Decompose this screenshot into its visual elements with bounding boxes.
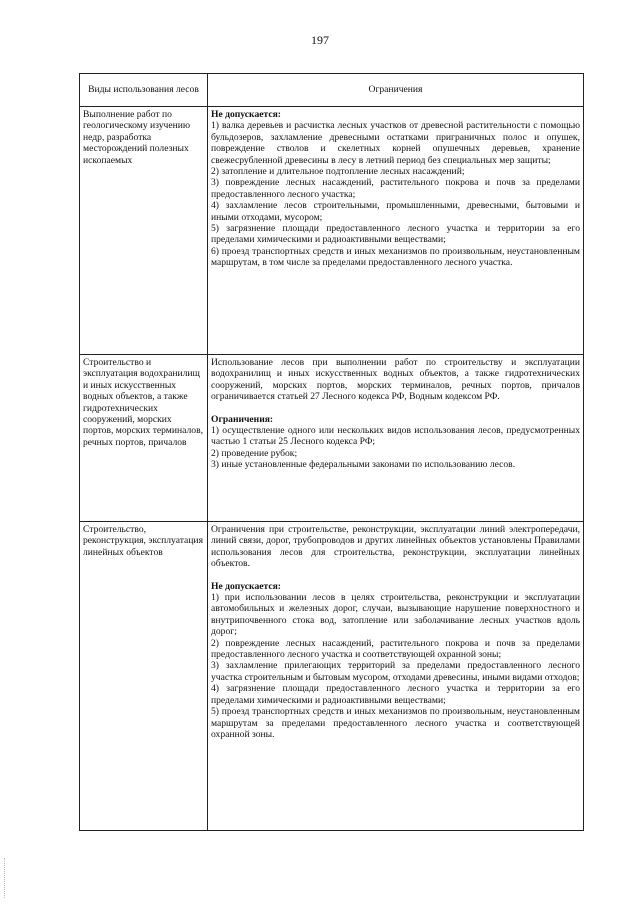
row-3-item-3: 3) захламление прилегающих территорий за пределами предоставленного лесного участка строительным и бытовым мусором, отходами древесины, иными видами отходов; bbox=[211, 660, 580, 683]
row-3-item-2: 2) повреждение лесных насаждений, растительного покрова и почв за пределами предоставленного лесного участка и соответствующей охранной зоны; bbox=[211, 637, 580, 661]
page-number: 197 bbox=[311, 33, 329, 47]
row-2-use: Строительство и эксплуатация водохранилищ и иных искусственных водных объектов, а также гидротехнических сооружений, морских портов, морских терминалов, речных портов, причалов bbox=[80, 355, 208, 522]
row-3-item-5: 5) проезд транспортных средств и иных механизмов по произвольным, неустановленным маршрутам за пределами предоставленного лесного участка и соответствующей охранной зоны. bbox=[211, 706, 580, 740]
row-1-use: Выполнение работ по геологическому изучению недр, разработка месторождений полезных ископаемых bbox=[80, 107, 208, 355]
row-2-heading: Ограничения: bbox=[211, 413, 274, 425]
row-1-item-6: 6) проезд транспортных средств и иных механизмов по произвольным, неустановленным маршрутам, в том числе за пределами предоставленного лесного участка. bbox=[211, 245, 580, 269]
row-2-item-1: 1) осуществление одного или нескольких видов использования лесов, предусмотренных частью 1 статьи 25 Лесного кодекса РФ; bbox=[211, 425, 580, 448]
row-2-item-2: 2) проведение рубок; bbox=[211, 447, 298, 459]
row-1-item-1: 1) валка деревьев и расчистка лесных участков от древесной растительности с помощью бульдозеров, захламление древесными остатками приграничных полос и опушек, повреждение стволов и скелетных корней опушечных деревьев, хранение свежесрубленной древесины в лесу в летний период без специальных мер защиты; bbox=[211, 120, 580, 166]
row-1-item-4: 4) захламление лесов строительными, промышленными, древесными, бытовыми и иными отходами, мусором; bbox=[211, 200, 580, 223]
row-1-heading: Не допускается: bbox=[211, 109, 281, 120]
scan-margin-mark bbox=[4, 858, 7, 898]
header-forest-use-types: Виды использования лесов bbox=[80, 74, 208, 107]
row-1-item-3: 3) повреждение лесных насаждений, растительного покрова и почв за пределами предоставленного лесного участка; bbox=[211, 177, 580, 200]
row-2-intro: Использование лесов при выполнении работ по строительству и эксплуатации водохранилищ и иных искусственных водных объектов, а также гидротехнических сооружений, морских портов, морских терминалов, речных портов, причалов ограничивается статьей 27 Лесного кодекса РФ, Водным кодексом РФ. bbox=[211, 357, 580, 403]
row-2-item-3: 3) иные установленные федеральными законами по использованию лесов. bbox=[211, 459, 516, 471]
table-row bbox=[80, 107, 584, 355]
row-1-item-5: 5) загрязнение площади предоставленного лесного участка и территории за его пределами химическими и радиоактивными веществами; bbox=[211, 223, 580, 246]
row-1-item-2: 2) затопление и длительное подтопление лесных насаждений; bbox=[211, 166, 465, 178]
restrictions-table bbox=[79, 73, 584, 831]
row-3-heading: Не допускается: bbox=[211, 580, 281, 592]
table-row bbox=[80, 355, 584, 522]
row-3-restrictions bbox=[208, 522, 584, 831]
table-header-row bbox=[80, 74, 584, 107]
table-row bbox=[80, 522, 584, 831]
row-3-use: Строительство, реконструкция, эксплуатация линейных объектов bbox=[80, 522, 208, 831]
row-3-item-4: 4) загрязнение площади предоставленного лесного участка и территории за его пределами химическими и радиоактивными веществами; bbox=[211, 683, 580, 706]
row-1-restrictions bbox=[208, 107, 584, 355]
row-2-restrictions bbox=[208, 355, 584, 522]
header-restrictions: Ограничения bbox=[208, 74, 584, 107]
row-3-item-1: 1) при использовании лесов в целях строительства, реконструкции и эксплуатации автомобильных и железных дорог, случаи, вызывающие нарушение поверхностного и внутрипочвенного стока вод, затопление или заболачивание лесных участков вдоль дорог; bbox=[211, 592, 580, 638]
row-3-intro: Ограничения при строительстве, реконструкции, эксплуатации линий электропередачи, линий связи, дорог, трубопроводов и других линейных объектов установлены Правилами использования лесов для строительства, реконструкции, эксплуатации линейных объектов. bbox=[211, 524, 580, 570]
